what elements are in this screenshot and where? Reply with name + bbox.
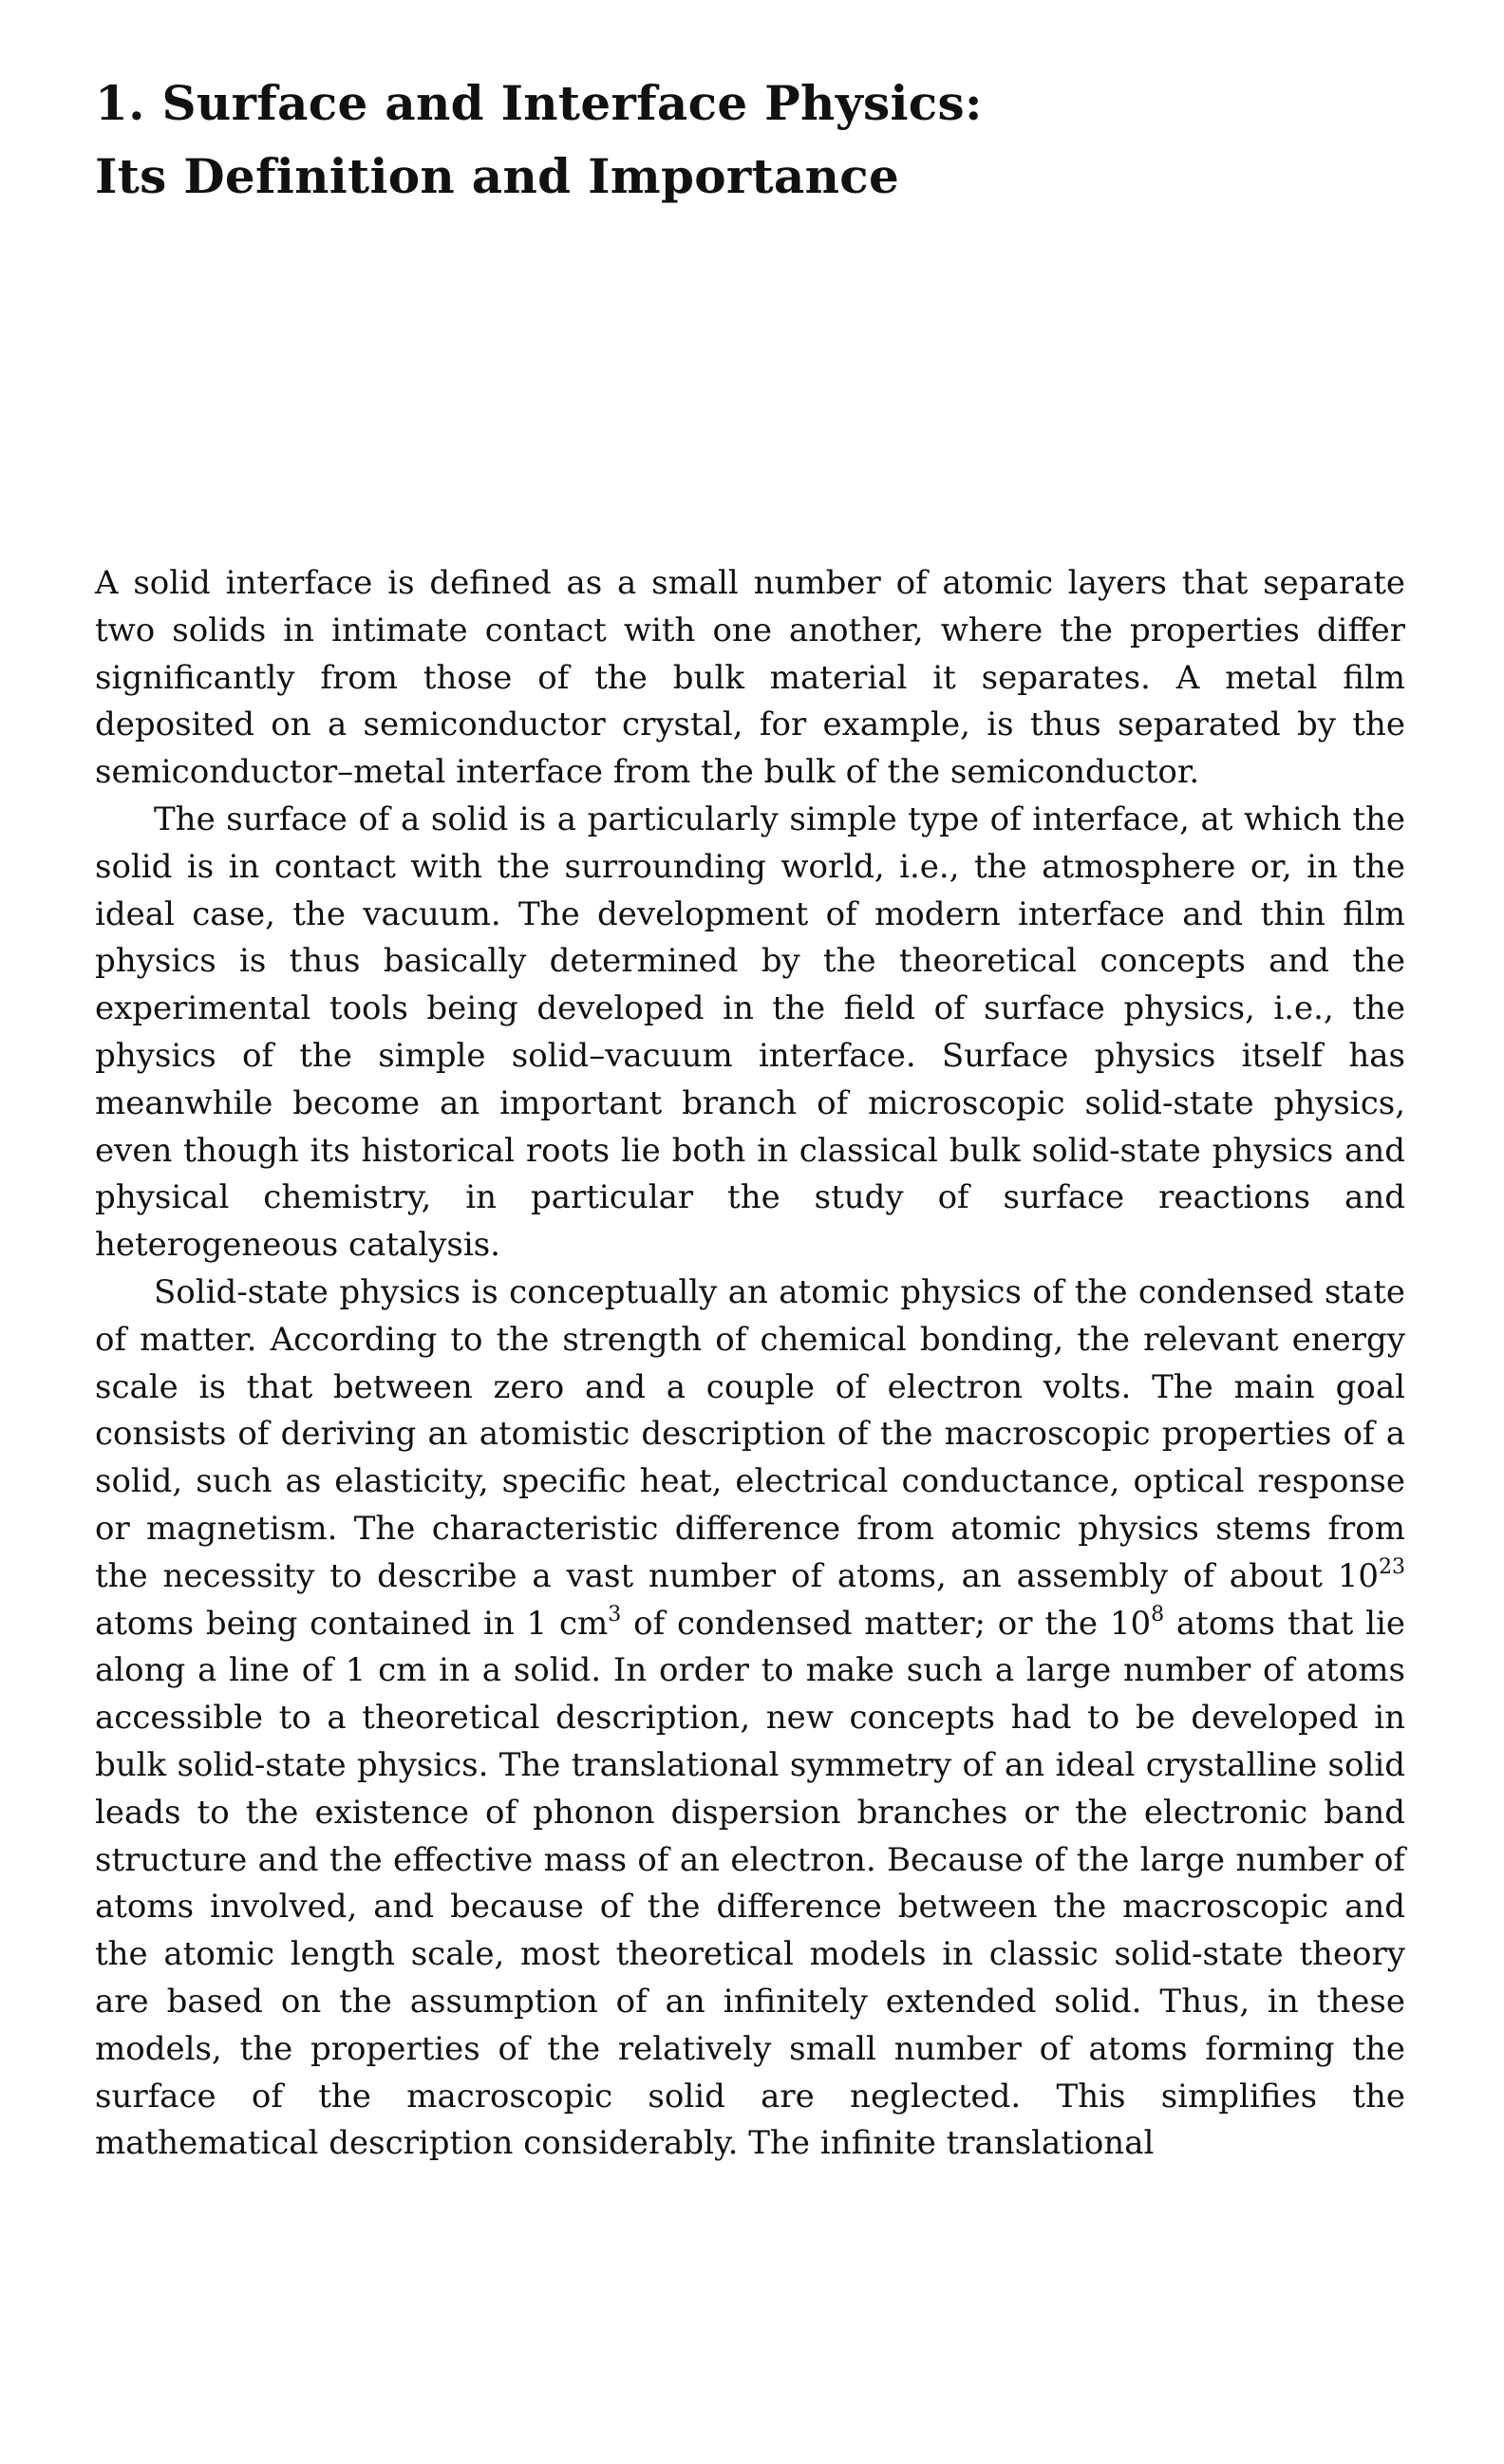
paragraph-solid-state-physics (95, 1270, 1405, 2168)
paragraph-text-segment: Solid-state physics is conceptually an atomic physics of the condensed state of matter. According to the strength of chemical bonding, the relevant energy scale is that between zero and a couple of electron volts. The main goal consists of deriving an atomistic description of the macroscopic properties of a solid, such as elasticity, specific heat, electrical conductance, optical response or magnetism. The characteristic difference from atomic physics stems from the necessity to describe a vast number of atoms, an assembly of about 10 (95, 1272, 1405, 1595)
exponent-superscript: 8 (1151, 1602, 1165, 1627)
paragraph-text-segment: atoms being contained in 1 cm (95, 1604, 609, 1643)
chapter-body (95, 560, 1405, 2168)
paragraph-text-segment: atoms that lie along a line of 1 cm in a solid. In order to make such a large number of atoms accessible to a theoretical description, new concepts had to be developed in bulk solid-state physics. The translational symmetry of an ideal crystalline solid leads to the existence of phonon dispersion branches or the electronic band structure and the effective mass of an electron. Because of the large number of atoms involved, and because of the difference between the macroscopic and the atomic length scale, most theoretical models in classic solid-state theory are based on the assumption of an infinitely extended solid. Thus, in these models, the properties of the relatively small number of atoms forming the surface of the macroscopic solid are neglected. This simplifies the mathematical description considerably. The infinite translational (95, 1604, 1405, 2163)
paragraph-text-segment: of condensed matter; or the 10 (621, 1604, 1152, 1643)
paragraph-surface-physics: The surface of a solid is a particularly simple type of interface, at which the solid is in contact with the surrounding world, i.e., the atmosphere or, in the ideal case, the vacuum. The development of modern interface and thin film physics is thus basically determined by the theoretical concepts and the experimental tools being developed in the field of surface physics, i.e., the physics of the simple solid–vacuum interface. Surface physics itself has meanwhile become an important branch of microscopic solid-state physics, even though its historical roots lie both in classical bulk solid-state physics and physical chemistry, in particular the study of surface reactions and heterogeneous catalysis. (95, 799, 1405, 1265)
exponent-superscript: 3 (608, 1602, 622, 1627)
chapter-title-line-2: Its Definition and Importance (95, 148, 900, 204)
paragraph-interface-definition: A solid interface is defined as a small number of atomic layers that separate two solids in intimate contact with one another, where the properties differ significantly from those of the bulk material it separates. A metal film deposited on a semiconductor crystal, for example, is thus separated by the semiconductor–metal interface from the bulk of the semiconductor. (95, 564, 1405, 792)
exponent-superscript: 23 (1379, 1554, 1405, 1579)
chapter-title-line-1: 1. Surface and Interface Physics: (95, 75, 983, 131)
chapter-title (95, 66, 1405, 213)
book-page (95, 66, 1405, 2163)
